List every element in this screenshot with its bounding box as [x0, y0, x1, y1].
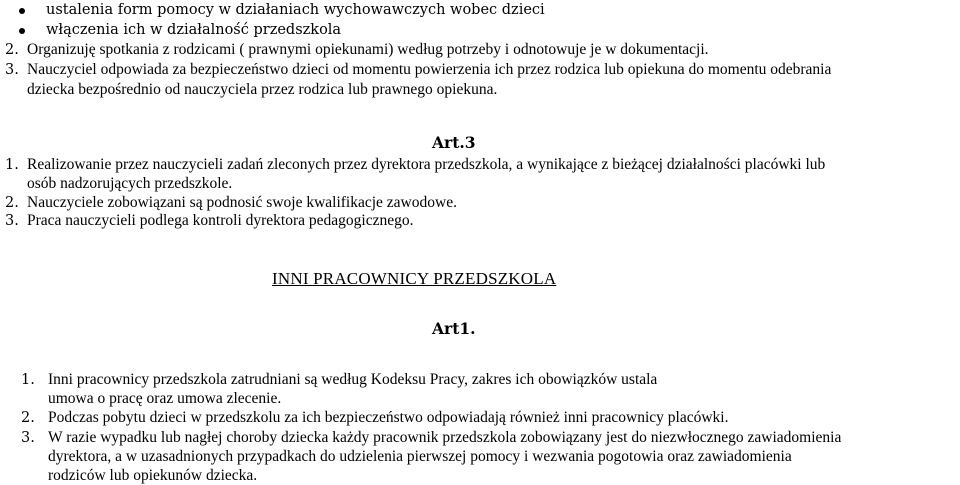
list-item-text: Nauczyciel odpowiada za bezpieczeństwo dzieci od momentu powierzenia ich przez rodzica lub opiekuna do momentu odebrania — [27, 61, 832, 78]
list-item-text: W razie wypadku lub nagłej choroby dziecka każdy pracownik przedszkola zobowiązany jest do niezwłocznego zawiadomienia — [48, 429, 842, 446]
list-number: 3. — [21, 430, 35, 446]
list-item-text: Podczas pobytu dzieci w przedszkolu za ich bezpieczeństwo odpowiadają również inni pracownicy placówki. — [48, 409, 729, 426]
list-item-text: Realizowanie przez nauczycieli zadań zleconych przez dyrektora przedszkola, a wynikające z bieżącej działalności placówki lub — [27, 156, 826, 173]
list-item-text: osób nadzorujących przedszkole. — [27, 175, 233, 192]
list-item-text: dyrektora, a w uzasadnionych przypadkach do udzielenia pierwszej pomocy i wezwania pogotowia oraz zawiadomienia — [48, 448, 792, 465]
bullet-dot — [19, 8, 25, 14]
list-item-text: umowa o pracę oraz umowa zlecenie. — [48, 390, 282, 407]
list-item-text: dziecka bezpośrednio od nauczyciela przez rodzica lub prawnego opiekuna. — [27, 81, 498, 98]
list-item-text: Inni pracownicy przedszkola zatrudniani są według Kodeksu Pracy, zakres ich obowiązków ustala — [48, 371, 658, 388]
list-number: 2. — [5, 195, 19, 211]
list-item-text: Praca nauczycieli podlega kontroli dyrektora pedagogicznego. — [27, 212, 414, 229]
bullet-dot — [19, 28, 25, 34]
list-item-text: Organizuję spotkania z rodzicami ( prawnymi opiekunami) według potrzeby i odnotowuje je w dokumentacji. — [27, 41, 709, 58]
section-title: INNI PRACOWNICY PRZEDSZKOLA — [272, 269, 557, 288]
list-number: 2. — [5, 42, 19, 58]
article-heading: Art.3 — [432, 133, 476, 152]
list-number: 3. — [5, 62, 19, 78]
list-item-text: rodziców lub opiekunów dziecka. — [48, 467, 258, 484]
article-heading: Art1. — [432, 319, 476, 338]
list-item-text: Nauczyciele zobowiązani są podnosić swoje kwalifikacje zawodowe. — [27, 194, 457, 211]
list-number: 1. — [21, 372, 35, 388]
bullet-item: włączenia ich w działalność przedszkola — [46, 22, 342, 38]
list-number: 2. — [21, 410, 35, 426]
list-number: 1. — [5, 157, 19, 173]
list-number: 3. — [5, 213, 19, 229]
bullet-item: ustalenia form pomocy w działaniach wychowawczych wobec dzieci — [46, 2, 545, 18]
